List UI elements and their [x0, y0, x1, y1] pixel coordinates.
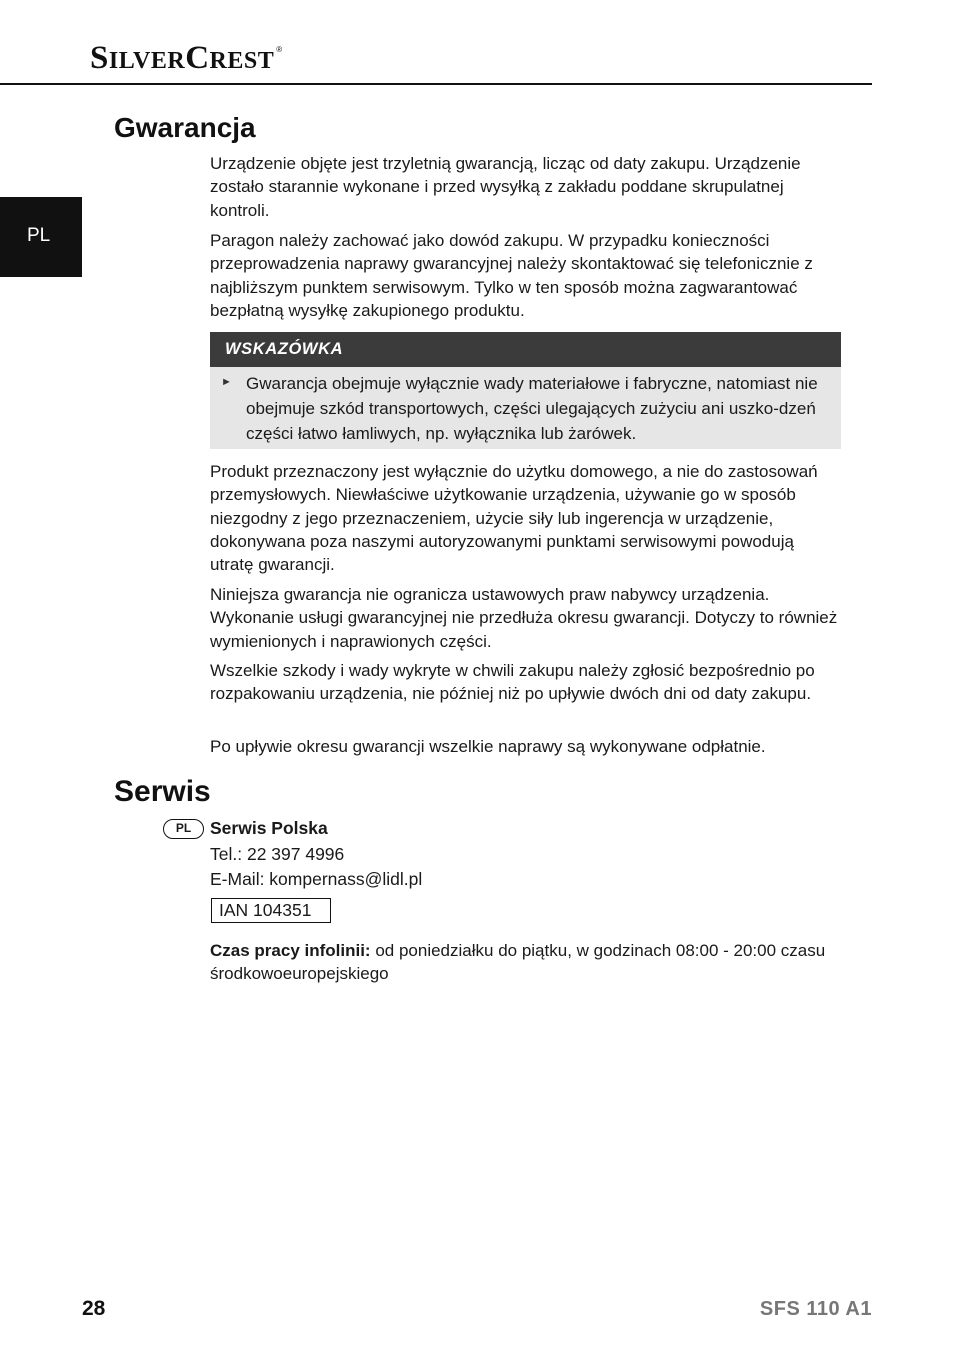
header-divider	[0, 83, 872, 85]
service-email: E-Mail: kompernass@lidl.pl	[210, 869, 423, 889]
gwarancja-paragraph-6: Po upływie okresu gwarancji wszelkie naprawy są wykonywane odpłatnie.	[210, 737, 766, 756]
section-title-gwarancja: Gwarancja	[114, 112, 256, 143]
hotline-hours-text: od poniedziałku do piątku, w godzinach 08:00 - 20:00 czasu środkowoeuropejskiego	[210, 941, 826, 984]
model-number: SFS 110 A1	[759, 1298, 872, 1320]
page-number: 28	[82, 1297, 106, 1320]
gwarancja-paragraph-5: Wszelkie szkody i wady wykryte w chwili zakupu należy zgłosić bezpośrednio po rozpakowaniu urządzenia, nie później niż po upływie dwóch dni od daty zakupu.	[210, 661, 815, 704]
gwarancja-paragraph-4: Niniejsza gwarancja nie ogranicza ustawowych praw nabywcy urządzenia. Wykonanie usługi gwarancyjnej nie przedłuża okresu gwarancji. Dotyczy to również wymienionych i naprawionych części.	[210, 585, 838, 651]
hotline-hours	[210, 939, 840, 986]
note-header	[210, 332, 841, 367]
hotline-hours-label: Czas pracy infolinii:	[210, 941, 371, 960]
country-badge: PL	[163, 819, 204, 839]
note-text: Gwarancja obejmuje wyłącznie wady materiałowe i fabryczne, natomiast nie obejmuje szkód transportowych, części ulegających zużyciu ani uszko-dzeń części łatwo łamliwych, np. wyłącznika lub żarówek.	[246, 374, 818, 443]
gwarancja-paragraph-1: Urządzenie objęte jest trzyletnią gwarancją, licząc od daty zakupu. Urządzenie zostało starannie wykonane i przed wysyłką z zakładu poddane skrupulatnej kontroli.	[210, 154, 801, 220]
language-tab	[0, 197, 82, 277]
section-title-serwis: Serwis	[114, 775, 211, 808]
service-phone: Tel.: 22 397 4996	[210, 844, 345, 864]
gwarancja-paragraph-2: Paragon należy zachować jako dowód zakupu. W przypadku konieczności przeprowadzenia naprawy gwarancyjnej należy skontaktować się telefonicznie z najbliższym punktem serwisowym. Tylko w ten sposób można zagwarantować bezpłatną wysyłkę zakupionego produktu.	[210, 231, 813, 320]
ian-box: IAN 104351	[211, 898, 331, 923]
brand-logo: SILVERCREST ®	[90, 40, 283, 76]
gwarancja-paragraph-3: Produkt przeznaczony jest wyłącznie do użytku domowego, a nie do zastosowań przemysłowych. Niewłaściwe użytkowanie urządzenia, używanie go w sposób niezgodny z jego przeznaczeniem, użycie siły lub ingerencja w urządzenie, dokonywana poza naszymi autoryzowanymi punktami serwisowymi powodują utratę gwarancji.	[210, 462, 818, 575]
note-body	[210, 367, 841, 449]
note-title: WSKAZÓWKA	[225, 340, 344, 358]
bullet-arrow-icon: ►	[221, 376, 232, 388]
language-tab-label: PL	[27, 225, 51, 246]
service-name: Serwis Polska	[210, 818, 328, 838]
